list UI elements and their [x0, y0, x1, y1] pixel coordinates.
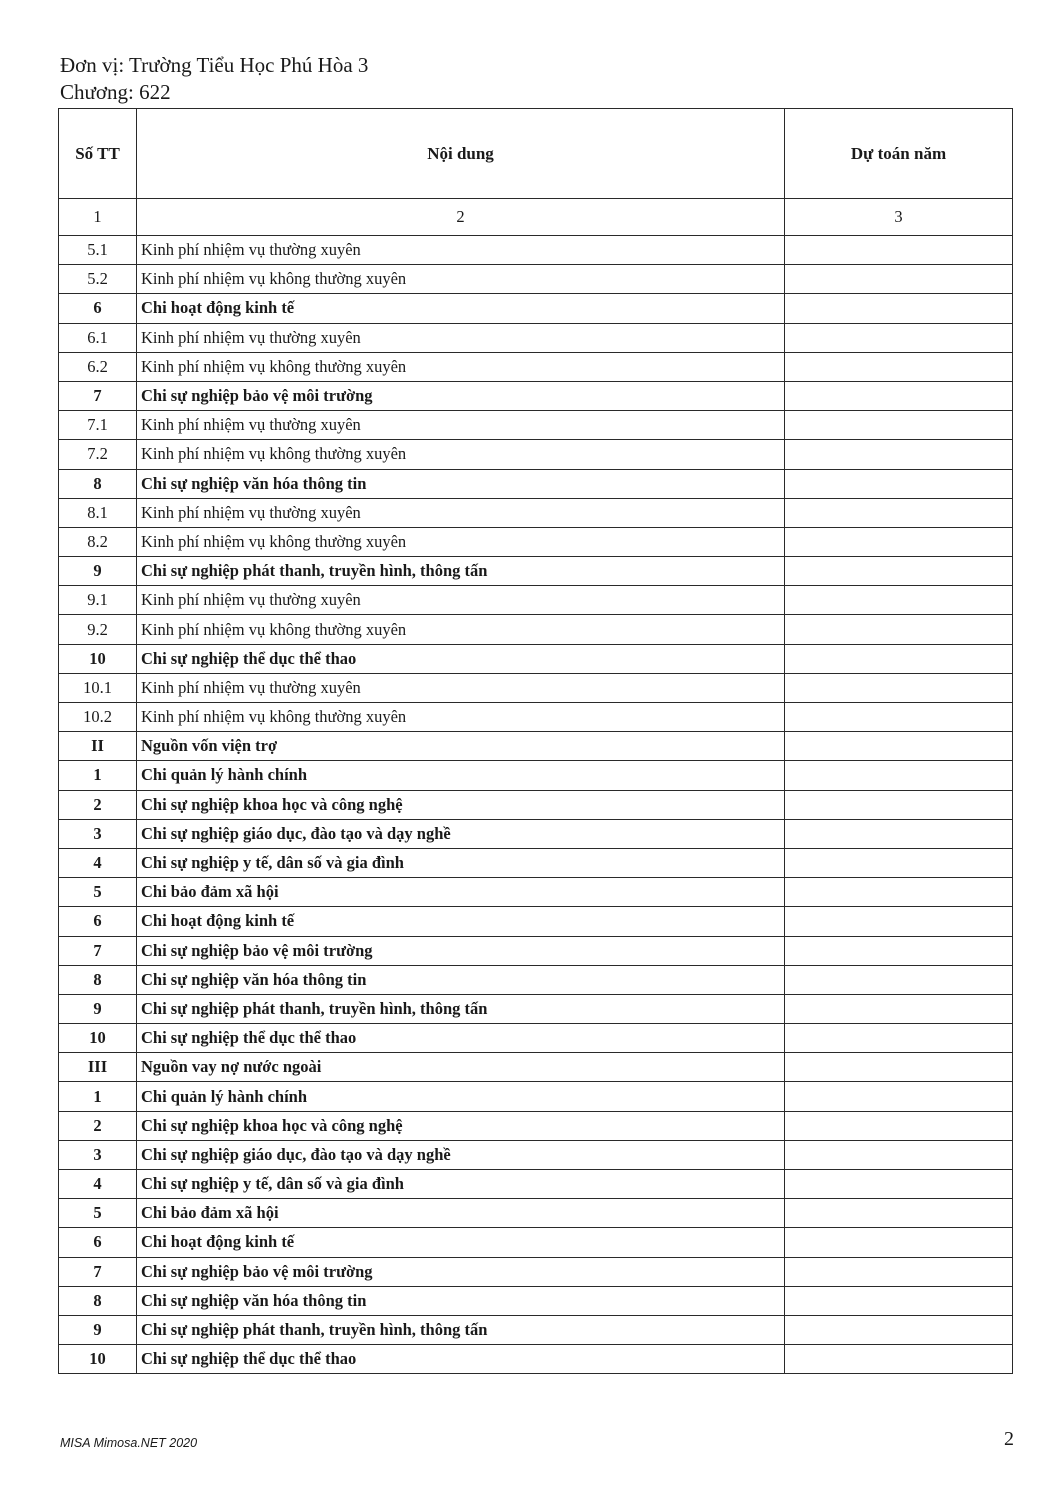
- row-content: Chi hoạt động kinh tế: [137, 1228, 785, 1257]
- table-row: [59, 557, 1013, 586]
- row-number: 6: [59, 1228, 137, 1257]
- table-row: [59, 1082, 1013, 1111]
- table-row: [59, 1345, 1013, 1374]
- table-row: [59, 819, 1013, 848]
- row-content: Kinh phí nhiệm vụ không thường xuyên: [137, 527, 785, 556]
- row-content: Chi sự nghiệp phát thanh, truyền hình, thông tấn: [137, 994, 785, 1023]
- row-content: Chi sự nghiệp văn hóa thông tin: [137, 1286, 785, 1315]
- table-row: [59, 294, 1013, 323]
- table-row: [59, 848, 1013, 877]
- row-number: 6.2: [59, 352, 137, 381]
- table-row: [59, 469, 1013, 498]
- row-budget-value: [785, 294, 1013, 323]
- row-budget-value: [785, 761, 1013, 790]
- row-number: 4: [59, 1170, 137, 1199]
- row-number: 8: [59, 965, 137, 994]
- index-cell: 2: [137, 199, 785, 236]
- table-row: [59, 1170, 1013, 1199]
- table-row: [59, 644, 1013, 673]
- row-content: Kinh phí nhiệm vụ thường xuyên: [137, 323, 785, 352]
- chapter-code: Chương: 622: [60, 80, 171, 104]
- row-budget-value: [785, 1228, 1013, 1257]
- table-row: [59, 615, 1013, 644]
- row-budget-value: [785, 1082, 1013, 1111]
- row-budget-value: [785, 440, 1013, 469]
- software-footer: MISA Mimosa.NET 2020: [60, 1436, 198, 1450]
- row-number: 7: [59, 381, 137, 410]
- row-budget-value: [785, 1315, 1013, 1344]
- row-content: Nguồn vốn viện trợ: [137, 732, 785, 761]
- row-number: III: [59, 1053, 137, 1082]
- row-budget-value: [785, 469, 1013, 498]
- table-row: [59, 527, 1013, 556]
- row-budget-value: [785, 1111, 1013, 1140]
- row-budget-value: [785, 1286, 1013, 1315]
- row-number: 10: [59, 1345, 137, 1374]
- page-number: 2: [1004, 1428, 1014, 1450]
- budget-table: [58, 108, 1013, 1374]
- table-row: [59, 732, 1013, 761]
- row-content: Kinh phí nhiệm vụ không thường xuyên: [137, 265, 785, 294]
- row-content: Chi hoạt động kinh tế: [137, 907, 785, 936]
- table-row: [59, 1140, 1013, 1169]
- table-row: [59, 1257, 1013, 1286]
- row-content: Chi sự nghiệp giáo dục, đào tạo và dạy nghề: [137, 819, 785, 848]
- row-budget-value: [785, 586, 1013, 615]
- row-content: Chi sự nghiệp văn hóa thông tin: [137, 965, 785, 994]
- row-budget-value: [785, 1199, 1013, 1228]
- row-budget-value: [785, 1053, 1013, 1082]
- index-cell: 1: [59, 199, 137, 236]
- row-content: Kinh phí nhiệm vụ không thường xuyên: [137, 352, 785, 381]
- row-content: Kinh phí nhiệm vụ không thường xuyên: [137, 615, 785, 644]
- row-number: 7: [59, 936, 137, 965]
- row-budget-value: [785, 498, 1013, 527]
- row-content: Chi sự nghiệp thể dục thể thao: [137, 1024, 785, 1053]
- row-budget-value: [785, 352, 1013, 381]
- row-content: Chi sự nghiệp thể dục thể thao: [137, 644, 785, 673]
- column-index-row: [59, 199, 1013, 236]
- row-content: Chi quản lý hành chính: [137, 761, 785, 790]
- table-row: [59, 994, 1013, 1023]
- row-budget-value: [785, 703, 1013, 732]
- row-budget-value: [785, 1140, 1013, 1169]
- row-budget-value: [785, 411, 1013, 440]
- unit-name: Đơn vị: Trường Tiểu Học Phú Hòa 3: [60, 53, 369, 77]
- row-budget-value: [785, 323, 1013, 352]
- row-budget-value: [785, 1170, 1013, 1199]
- row-content: Kinh phí nhiệm vụ thường xuyên: [137, 236, 785, 265]
- table-row: [59, 265, 1013, 294]
- row-number: 8: [59, 1286, 137, 1315]
- row-number: 9: [59, 557, 137, 586]
- row-number: 6: [59, 294, 137, 323]
- table-row: [59, 1228, 1013, 1257]
- table-row: [59, 440, 1013, 469]
- row-budget-value: [785, 673, 1013, 702]
- row-number: 1: [59, 1082, 137, 1111]
- row-number: 8.1: [59, 498, 137, 527]
- row-content: Kinh phí nhiệm vụ thường xuyên: [137, 411, 785, 440]
- table-row: [59, 1286, 1013, 1315]
- row-budget-value: [785, 236, 1013, 265]
- row-content: Chi sự nghiệp khoa học và công nghệ: [137, 1111, 785, 1140]
- row-number: 6.1: [59, 323, 137, 352]
- row-budget-value: [785, 381, 1013, 410]
- row-number: 2: [59, 790, 137, 819]
- row-budget-value: [785, 936, 1013, 965]
- row-number: 10: [59, 644, 137, 673]
- row-content: Chi sự nghiệp bảo vệ môi trường: [137, 936, 785, 965]
- row-budget-value: [785, 848, 1013, 877]
- table-row: [59, 1053, 1013, 1082]
- row-content: Chi hoạt động kinh tế: [137, 294, 785, 323]
- row-number: 9: [59, 1315, 137, 1344]
- row-content: Kinh phí nhiệm vụ thường xuyên: [137, 673, 785, 702]
- header-stt: Số TT: [59, 109, 137, 199]
- row-content: Chi sự nghiệp phát thanh, truyền hình, thông tấn: [137, 1315, 785, 1344]
- table-row: [59, 1024, 1013, 1053]
- row-number: 10.2: [59, 703, 137, 732]
- row-number: 3: [59, 819, 137, 848]
- row-budget-value: [785, 265, 1013, 294]
- table-row: [59, 236, 1013, 265]
- row-number: 1: [59, 761, 137, 790]
- table-row: [59, 323, 1013, 352]
- row-number: 6: [59, 907, 137, 936]
- table-row: [59, 352, 1013, 381]
- row-budget-value: [785, 732, 1013, 761]
- row-content: Nguồn vay nợ nước ngoài: [137, 1053, 785, 1082]
- row-content: Kinh phí nhiệm vụ thường xuyên: [137, 586, 785, 615]
- row-number: 8.2: [59, 527, 137, 556]
- table-row: [59, 790, 1013, 819]
- row-content: Chi sự nghiệp y tế, dân số và gia đình: [137, 1170, 785, 1199]
- row-number: 5: [59, 878, 137, 907]
- table-row: [59, 703, 1013, 732]
- table-row: [59, 761, 1013, 790]
- table-row: [59, 878, 1013, 907]
- table-row: [59, 673, 1013, 702]
- row-content: Kinh phí nhiệm vụ không thường xuyên: [137, 440, 785, 469]
- row-budget-value: [785, 1024, 1013, 1053]
- row-number: 5.1: [59, 236, 137, 265]
- row-content: Kinh phí nhiệm vụ không thường xuyên: [137, 703, 785, 732]
- row-budget-value: [785, 1257, 1013, 1286]
- row-number: 10: [59, 1024, 137, 1053]
- row-number: 5: [59, 1199, 137, 1228]
- row-number: II: [59, 732, 137, 761]
- row-budget-value: [785, 1345, 1013, 1374]
- table-row: [59, 907, 1013, 936]
- table-row: [59, 1111, 1013, 1140]
- row-content: Chi sự nghiệp văn hóa thông tin: [137, 469, 785, 498]
- row-number: 10.1: [59, 673, 137, 702]
- row-content: Kinh phí nhiệm vụ thường xuyên: [137, 498, 785, 527]
- table-header-row: [59, 109, 1013, 199]
- row-content: Chi sự nghiệp khoa học và công nghệ: [137, 790, 785, 819]
- row-number: 9: [59, 994, 137, 1023]
- row-number: 7: [59, 1257, 137, 1286]
- row-content: Chi sự nghiệp y tế, dân số và gia đình: [137, 848, 785, 877]
- row-budget-value: [785, 994, 1013, 1023]
- row-budget-value: [785, 644, 1013, 673]
- document-header: [60, 52, 368, 106]
- row-content: Chi bảo đảm xã hội: [137, 1199, 785, 1228]
- row-number: 7.2: [59, 440, 137, 469]
- row-budget-value: [785, 527, 1013, 556]
- row-budget-value: [785, 819, 1013, 848]
- row-content: Chi sự nghiệp bảo vệ môi trường: [137, 1257, 785, 1286]
- row-number: 5.2: [59, 265, 137, 294]
- row-number: 8: [59, 469, 137, 498]
- table-row: [59, 498, 1013, 527]
- table-row: [59, 965, 1013, 994]
- row-budget-value: [785, 557, 1013, 586]
- row-budget-value: [785, 790, 1013, 819]
- row-budget-value: [785, 615, 1013, 644]
- header-content: Nội dung: [137, 109, 785, 199]
- row-content: Chi sự nghiệp thể dục thể thao: [137, 1345, 785, 1374]
- row-number: 3: [59, 1140, 137, 1169]
- row-content: Chi bảo đảm xã hội: [137, 878, 785, 907]
- table-row: [59, 411, 1013, 440]
- row-content: Chi sự nghiệp bảo vệ môi trường: [137, 381, 785, 410]
- table-body: [59, 236, 1013, 1374]
- table-row: [59, 936, 1013, 965]
- row-content: Chi sự nghiệp giáo dục, đào tạo và dạy nghề: [137, 1140, 785, 1169]
- row-content: Chi quản lý hành chính: [137, 1082, 785, 1111]
- row-number: 4: [59, 848, 137, 877]
- row-budget-value: [785, 878, 1013, 907]
- table-row: [59, 1315, 1013, 1344]
- row-number: 9.1: [59, 586, 137, 615]
- table-row: [59, 1199, 1013, 1228]
- row-budget-value: [785, 907, 1013, 936]
- row-number: 7.1: [59, 411, 137, 440]
- header-budget: Dự toán năm: [785, 109, 1013, 199]
- row-number: 9.2: [59, 615, 137, 644]
- index-cell: 3: [785, 199, 1013, 236]
- table-row: [59, 586, 1013, 615]
- row-content: Chi sự nghiệp phát thanh, truyền hình, thông tấn: [137, 557, 785, 586]
- row-budget-value: [785, 965, 1013, 994]
- table-row: [59, 381, 1013, 410]
- row-number: 2: [59, 1111, 137, 1140]
